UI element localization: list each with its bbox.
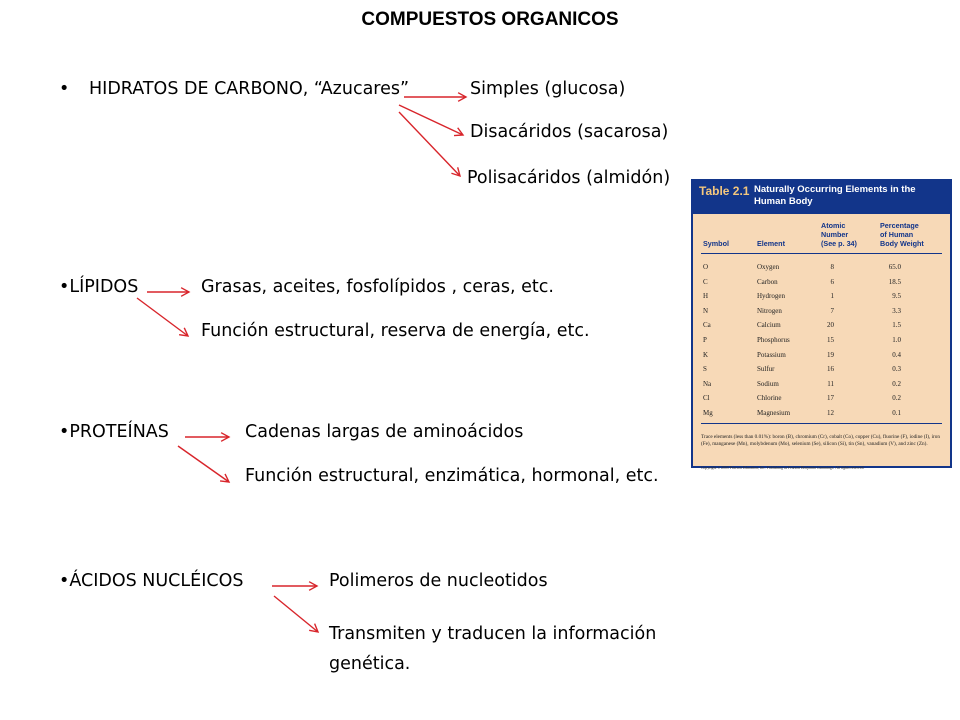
copyright-note: Copyright © 2005 Pearson Education, Inc. Publishing as Pearson Benjamin Cummings. All rights reserved. xyxy=(701,466,865,470)
proteinas-item: Cadenas largas de aminoácidos xyxy=(245,422,524,442)
page-title: COMPUESTOS ORGANICOS xyxy=(361,9,619,30)
table-cell-symbol: P xyxy=(703,336,707,344)
table-cell-element: Potassium xyxy=(757,350,786,359)
table-cell-element: Carbon xyxy=(757,277,778,286)
trace-elements-note: Trace elements (less than 0.01%): boron (B), chromium (Cr), cobalt (Co), copper (Cu), fluorine (F), iodine (I), iron (Fe), manganese (Mn), molybdenum (Mo), selenium (Se), silicon (Si), tin (Sn), vanadium (V), and zinc (Zn). xyxy=(701,434,940,447)
table-cell-element: Nitrogen xyxy=(757,306,782,315)
table-cell-symbol: S xyxy=(703,365,707,374)
table-cell-atomic: 20 xyxy=(827,321,834,330)
col-header-atomic: Atomic Number (See p. 34) xyxy=(821,221,857,248)
table-cell-element: Magnesium xyxy=(757,409,791,417)
acidos-item: Polimeros de nucleotidos xyxy=(329,571,548,591)
col-header-element: Element xyxy=(757,239,785,248)
section-carbohidratos-label: HIDRATOS DE CARBONO, “Azucares” xyxy=(89,79,410,99)
bottom-rule xyxy=(701,423,942,424)
table-cell-percent: 0.4 xyxy=(892,350,901,359)
table-cell-element: Calcium xyxy=(757,321,781,330)
table-cell-symbol: O xyxy=(703,263,709,271)
arrow-line xyxy=(274,596,318,632)
table-cell-percent: 1.0 xyxy=(892,336,901,344)
table-cell-element: Oxygen xyxy=(757,263,780,271)
lipidos-item: Grasas, aceites, fosfolípidos , ceras, etc. xyxy=(201,277,554,297)
bullet: • xyxy=(59,79,70,99)
table-cell-atomic: 6 xyxy=(830,277,834,286)
elements-table-image xyxy=(691,179,952,468)
table-cell-element: Sulfur xyxy=(757,365,775,374)
table-cell-atomic: 17 xyxy=(827,394,834,403)
table-cell-atomic: 15 xyxy=(827,336,834,344)
table-title: Naturally Occurring Elements in the Human Body xyxy=(754,184,916,207)
table-header-band xyxy=(693,181,950,214)
table-cell-atomic: 12 xyxy=(827,409,834,417)
arrow-line xyxy=(399,112,460,176)
section-lipidos-label: •LÍPIDOS xyxy=(59,277,139,297)
table-number: Table 2.1 xyxy=(699,184,750,198)
proteinas-item: Función estructural, enzimática, hormonal, etc. xyxy=(245,466,659,486)
table-cell-symbol: Ca xyxy=(703,321,711,330)
table-cell-atomic: 11 xyxy=(827,379,834,388)
acidos-item: Transmiten y traducen la información xyxy=(329,624,657,644)
table-cell-percent: 3.3 xyxy=(892,306,901,315)
carbohidratos-item: Polisacáridos (almidón) xyxy=(467,168,671,188)
carbohidratos-item: Simples (glucosa) xyxy=(470,79,626,99)
table-cell-atomic: 16 xyxy=(827,365,834,374)
table-cell-percent: 18.5 xyxy=(888,277,901,286)
table-cell-atomic: 8 xyxy=(830,263,834,271)
table-cell-symbol: C xyxy=(703,277,708,286)
table-cell-element: Phosphorus xyxy=(757,336,790,344)
arrow-head xyxy=(220,474,229,482)
table-cell-atomic: 19 xyxy=(827,350,834,359)
table-cell-percent: 9.5 xyxy=(892,292,901,301)
table-cell-percent: 1.5 xyxy=(892,321,901,330)
arrow-line xyxy=(178,446,229,482)
table-cell-percent: 0.2 xyxy=(892,379,901,388)
table-cell-symbol: K xyxy=(703,350,709,359)
table-cell-symbol: Na xyxy=(703,379,712,388)
lipidos-item: Función estructural, reserva de energía, etc. xyxy=(201,321,590,341)
table-cell-percent: 0.2 xyxy=(892,394,901,403)
header-rule xyxy=(701,253,942,254)
section-proteinas-label: •PROTEÍNAS xyxy=(59,422,169,442)
arrow-line xyxy=(399,105,463,135)
col-header-symbol: Symbol xyxy=(703,239,729,248)
table-cell-symbol: H xyxy=(703,292,709,301)
section-acidos-label: •ÁCIDOS NUCLÉICOS xyxy=(59,571,244,591)
table-cell-atomic: 1 xyxy=(830,292,834,301)
col-header-percentage: Percentage of Human Body Weight xyxy=(880,221,924,248)
table-cell-percent: 0.3 xyxy=(892,365,901,374)
table-cell-symbol: N xyxy=(703,306,709,315)
table-cell-element: Sodium xyxy=(757,379,779,388)
table-cell-element: Chlorine xyxy=(757,394,782,403)
table-cell-symbol: Cl xyxy=(703,394,710,403)
table-cell-atomic: 7 xyxy=(830,306,834,315)
table-cell-symbol: Mg xyxy=(703,409,713,417)
acidos-item: genética. xyxy=(329,654,411,674)
table-cell-percent: 65.0 xyxy=(888,263,901,271)
table-cell-element: Hydrogen xyxy=(757,292,785,301)
carbohidratos-item: Disacáridos (sacarosa) xyxy=(470,122,669,142)
table-cell-percent: 0.1 xyxy=(892,409,901,417)
arrow-line xyxy=(137,298,188,336)
